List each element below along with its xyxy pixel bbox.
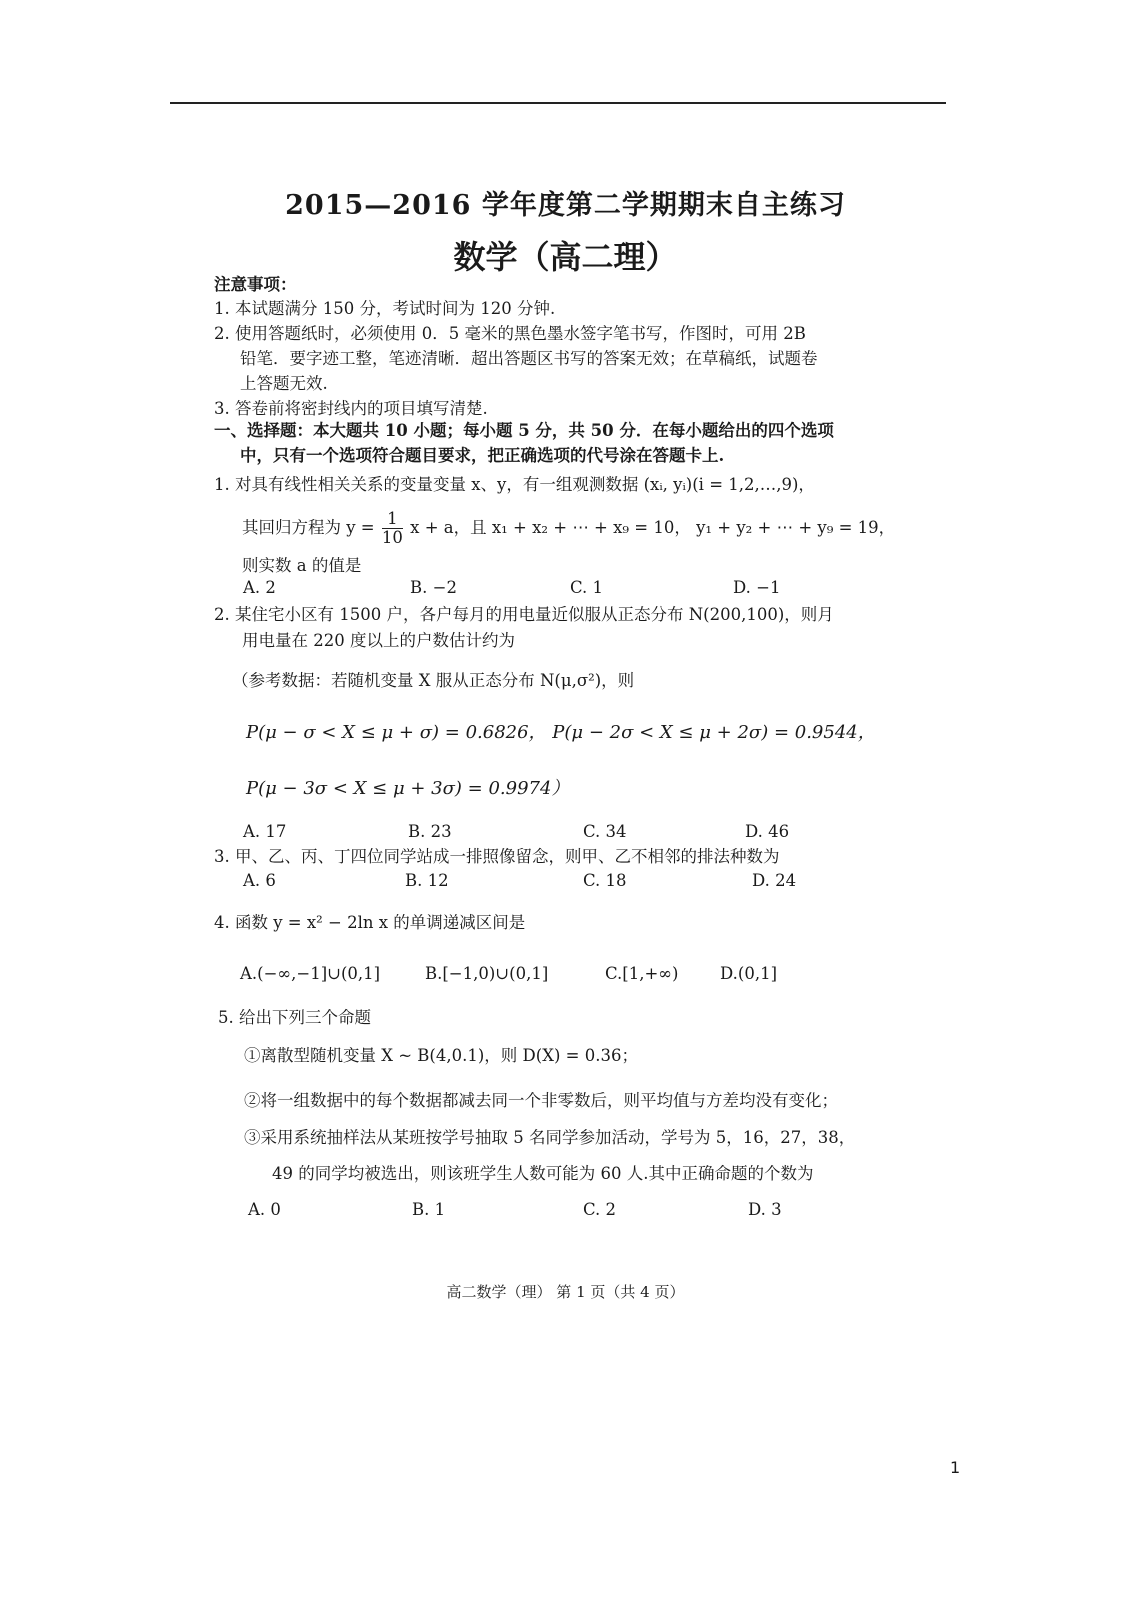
- q1-option-b: B. −2: [410, 578, 457, 597]
- section1-heading-cont: 中，只有一个选项符合题目要求，把正确选项的代号涂在答题卡上.: [240, 446, 725, 465]
- top-rule: [170, 102, 946, 104]
- q1-fraction: [382, 510, 403, 547]
- q1-line2-suffix: x + a，且 x₁ + x₂ + ⋯ + x₉ = 10， y₁ + y₂ + ⋯ + y₉ = 19，: [410, 518, 896, 537]
- note-item-2-cont: 铅笔．要字迹工整，笔迹清晰．超出答题区书写的答案无效；在草稿纸，试题卷: [240, 349, 818, 368]
- q5-proposition-2: ②将一组数据中的每个数据都减去同一个非零数后，则平均值与方差均没有变化；: [244, 1091, 838, 1110]
- exam-subtitle: 数学（高二理）: [453, 238, 678, 276]
- note-item-2: 2. 使用答题纸时，必须使用 0．5 毫米的黑色墨水签字笔书写，作图时，可用 2B: [214, 324, 806, 343]
- q4-option-b: B.[−1,0)∪(0,1]: [425, 964, 549, 983]
- q2-stem-line1: 2. 某住宅小区有 1500 户，各户每月的用电量近似服从正态分布 N(200,100)，则月: [214, 605, 834, 624]
- q5-option-b: B. 1: [412, 1200, 446, 1219]
- q1-stem-line3: 则实数 a 的值是: [242, 556, 362, 575]
- q5-proposition-1: ①离散型随机变量 X ~ B(4,0.1)，则 D(X) = 0.36；: [244, 1046, 638, 1065]
- page-footer: 高二数学（理） 第 1 页（共 4 页）: [446, 1283, 685, 1301]
- q1-stem-line1: 1. 对具有线性相关关系的变量变量 x、y，有一组观测数据 (xᵢ, yᵢ)(i = 1,2,…,9)，: [214, 475, 815, 494]
- q3-option-c: C. 18: [583, 871, 627, 890]
- q5-stem: 5. 给出下列三个命题: [218, 1008, 371, 1027]
- q2-option-b: B. 23: [408, 822, 452, 841]
- q1-frac-den: 10: [381, 528, 403, 547]
- q3-option-a: A. 6: [243, 871, 276, 890]
- note-item-2-cont2: 上答题无效.: [240, 374, 328, 393]
- q2-reference-intro: （参考数据：若随机变量 X 服从正态分布 N(μ,σ²)，则: [232, 671, 635, 690]
- q5-option-d: D. 3: [748, 1200, 782, 1219]
- q1-line2-prefix: 其回归方程为 y =: [242, 518, 375, 537]
- q5-proposition-3: ③采用系统抽样法从某班按学号抽取 5 名同学参加活动，学号为 5，16，27，38，: [244, 1128, 856, 1147]
- q5-option-a: A. 0: [248, 1200, 281, 1219]
- q2-option-a: A. 17: [243, 822, 287, 841]
- q3-option-d: D. 24: [752, 871, 797, 890]
- q1-frac-num: 1: [382, 510, 403, 529]
- q2-option-d: D. 46: [745, 822, 790, 841]
- q1-stem-line2: [242, 508, 895, 548]
- note-item-1: 1. 本试题满分 150 分，考试时间为 120 分钟.: [214, 299, 556, 318]
- q1-option-c: C. 1: [570, 578, 604, 597]
- q2-reference-formula-1: P(μ − σ < X ≤ μ + σ) = 0.6826， P(μ − 2σ < X ≤ μ + 2σ) = 0.9544，: [246, 722, 876, 743]
- q4-option-d: D.(0,1]: [720, 964, 778, 983]
- q1-option-a: A. 2: [243, 578, 276, 597]
- section1-heading: 一、选择题：本大题共 10 小题；每小题 5 分，共 50 分．在每小题给出的四个选项: [214, 421, 834, 440]
- note-item-3: 3. 答卷前将密封线内的项目填写清楚.: [214, 399, 488, 418]
- q4-stem: 4. 函数 y = x² − 2ln x 的单调递减区间是: [214, 913, 526, 932]
- exam-title: 2015—2016 学年度第二学期期末自主练习: [285, 190, 846, 221]
- q5-option-c: C. 2: [583, 1200, 617, 1219]
- q4-option-c: C.[1,+∞): [605, 964, 679, 983]
- q5-proposition-3-cont: 49 的同学均被选出，则该班学生人数可能为 60 人.其中正确命题的个数为: [272, 1164, 814, 1183]
- q1-option-d: D. −1: [733, 578, 781, 597]
- q3-stem: 3. 甲、乙、丙、丁四位同学站成一排照像留念，则甲、乙不相邻的排法种数为: [214, 847, 780, 866]
- q3-option-b: B. 12: [405, 871, 449, 890]
- q2-stem-line2: 用电量在 220 度以上的户数估计约为: [242, 631, 515, 650]
- page-number: 1: [950, 1458, 961, 1477]
- q2-reference-formula-2: P(μ − 3σ < X ≤ μ + 3σ) = 0.9974）: [246, 778, 570, 799]
- q2-option-c: C. 34: [583, 822, 627, 841]
- notes-heading: 注意事项：: [214, 275, 297, 294]
- q4-option-a: A.(−∞,−1]∪(0,1]: [240, 964, 381, 983]
